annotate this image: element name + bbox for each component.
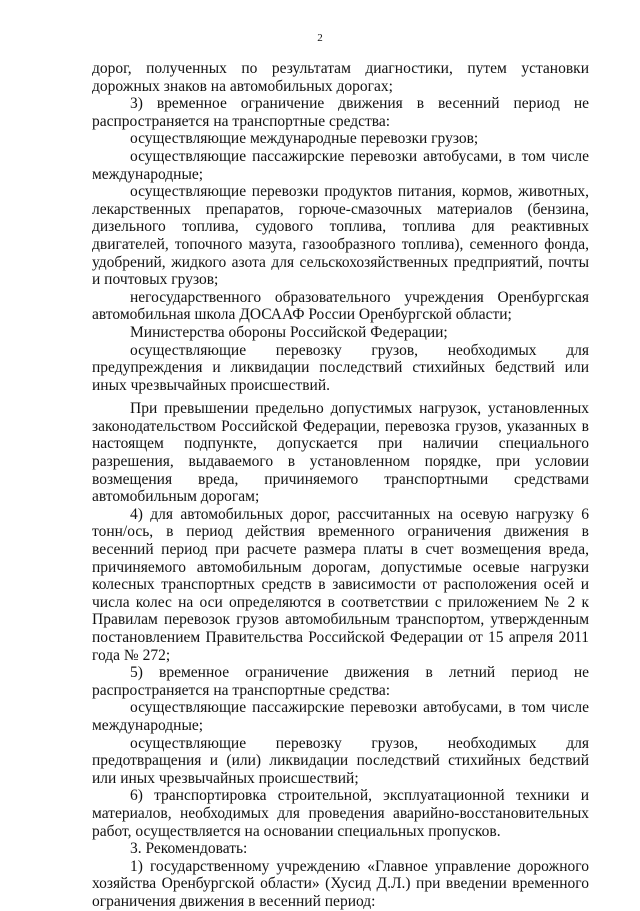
paragraph: При превышении предельно допустимых нагрузок, установленных законодательством Российской Федерации, перевозка грузов, указанных в настоящем подпункте, допускается при наличии специального разрешения, выдаваемого в установленном порядке, при условии возмещения вреда, причиняемого транспортными средствами автомобильным дорогам;	[92, 400, 589, 506]
paragraph: дорог, полученных по результатам диагностики, путем установки дорожных знаков на автомобильных дорогах;	[92, 60, 589, 95]
page-number: 2	[317, 32, 323, 44]
paragraph: 5) временное ограничение движения в летний период не распространяется на транспортные средства:	[92, 664, 589, 699]
paragraph: осуществляющие перевозку грузов, необходимых для предупреждения и ликвидации последствий стихийных бедствий или иных чрезвычайных происшествий.	[92, 341, 589, 394]
paragraph: осуществляющие международные перевозки грузов;	[130, 130, 479, 148]
paragraph: негосударственного образовательного учреждения Оренбургская автомобильная школа ДОСААФ России Оренбургской области;	[92, 288, 589, 324]
paragraph: 1) государственному учреждению «Главное управление дорожного хозяйства Оренбургской области» (Хусид Д.Л.) при введении временного ограничения движения в весенний период:	[92, 857, 589, 910]
paragraph: Министерства обороны Российской Федерации;	[130, 323, 448, 341]
paragraph: осуществляющие перевозку грузов, необходимых для предотвращения и (или) ликвидации последствий стихийных бедствий или иных чрезвычайных происшествий;	[92, 734, 589, 787]
paragraph: 6) транспортировка строительной, эксплуатационной техники и материалов, необходимых для проведения аварийно-восстановительных работ, осуществляется на основании специальных пропусков.	[92, 787, 589, 840]
paragraph: осуществляющие перевозки продуктов питания, кормов, животных, лекарственных препаратов, горюче-смазочных материалов (бензина, дизельного топлива, судового топлива, топлива для реактивных двигателей, топочного мазута, газообразного топлива), семенного фонда, удобрений, жидкого азота для сельскохозяйственных предприятий, почты и почтовых грузов;	[92, 183, 589, 289]
paragraph: осуществляющие пассажирские перевозки автобусами, в том числе международные;	[92, 147, 589, 183]
paragraph: осуществляющие пассажирские перевозки автобусами, в том числе международные;	[92, 699, 589, 734]
paragraph: 4) для автомобильных дорог, рассчитанных на осевую нагрузку 6 тонн/ось, в период действия временного ограничения движения в весенний период при расчете размера платы в счет возмещения вреда, причиняемого автомобильным дорогам, допустимые осевые нагрузки колесных транспортных средств в зависимости от расположения осей и числа колес на оси определяются в соответствии с приложением № 2 к Правилам перевозок грузов автомобильным транспортом, утвержденным постановлением Правительства Российской Федерации от 15 апреля 2011 года № 272;	[92, 505, 589, 664]
paragraph: 3) временное ограничение движения в весенний период не распространяется на транспортные средства:	[92, 95, 589, 130]
paragraph: 3. Рекомендовать:	[130, 840, 248, 858]
document-body	[92, 60, 589, 911]
